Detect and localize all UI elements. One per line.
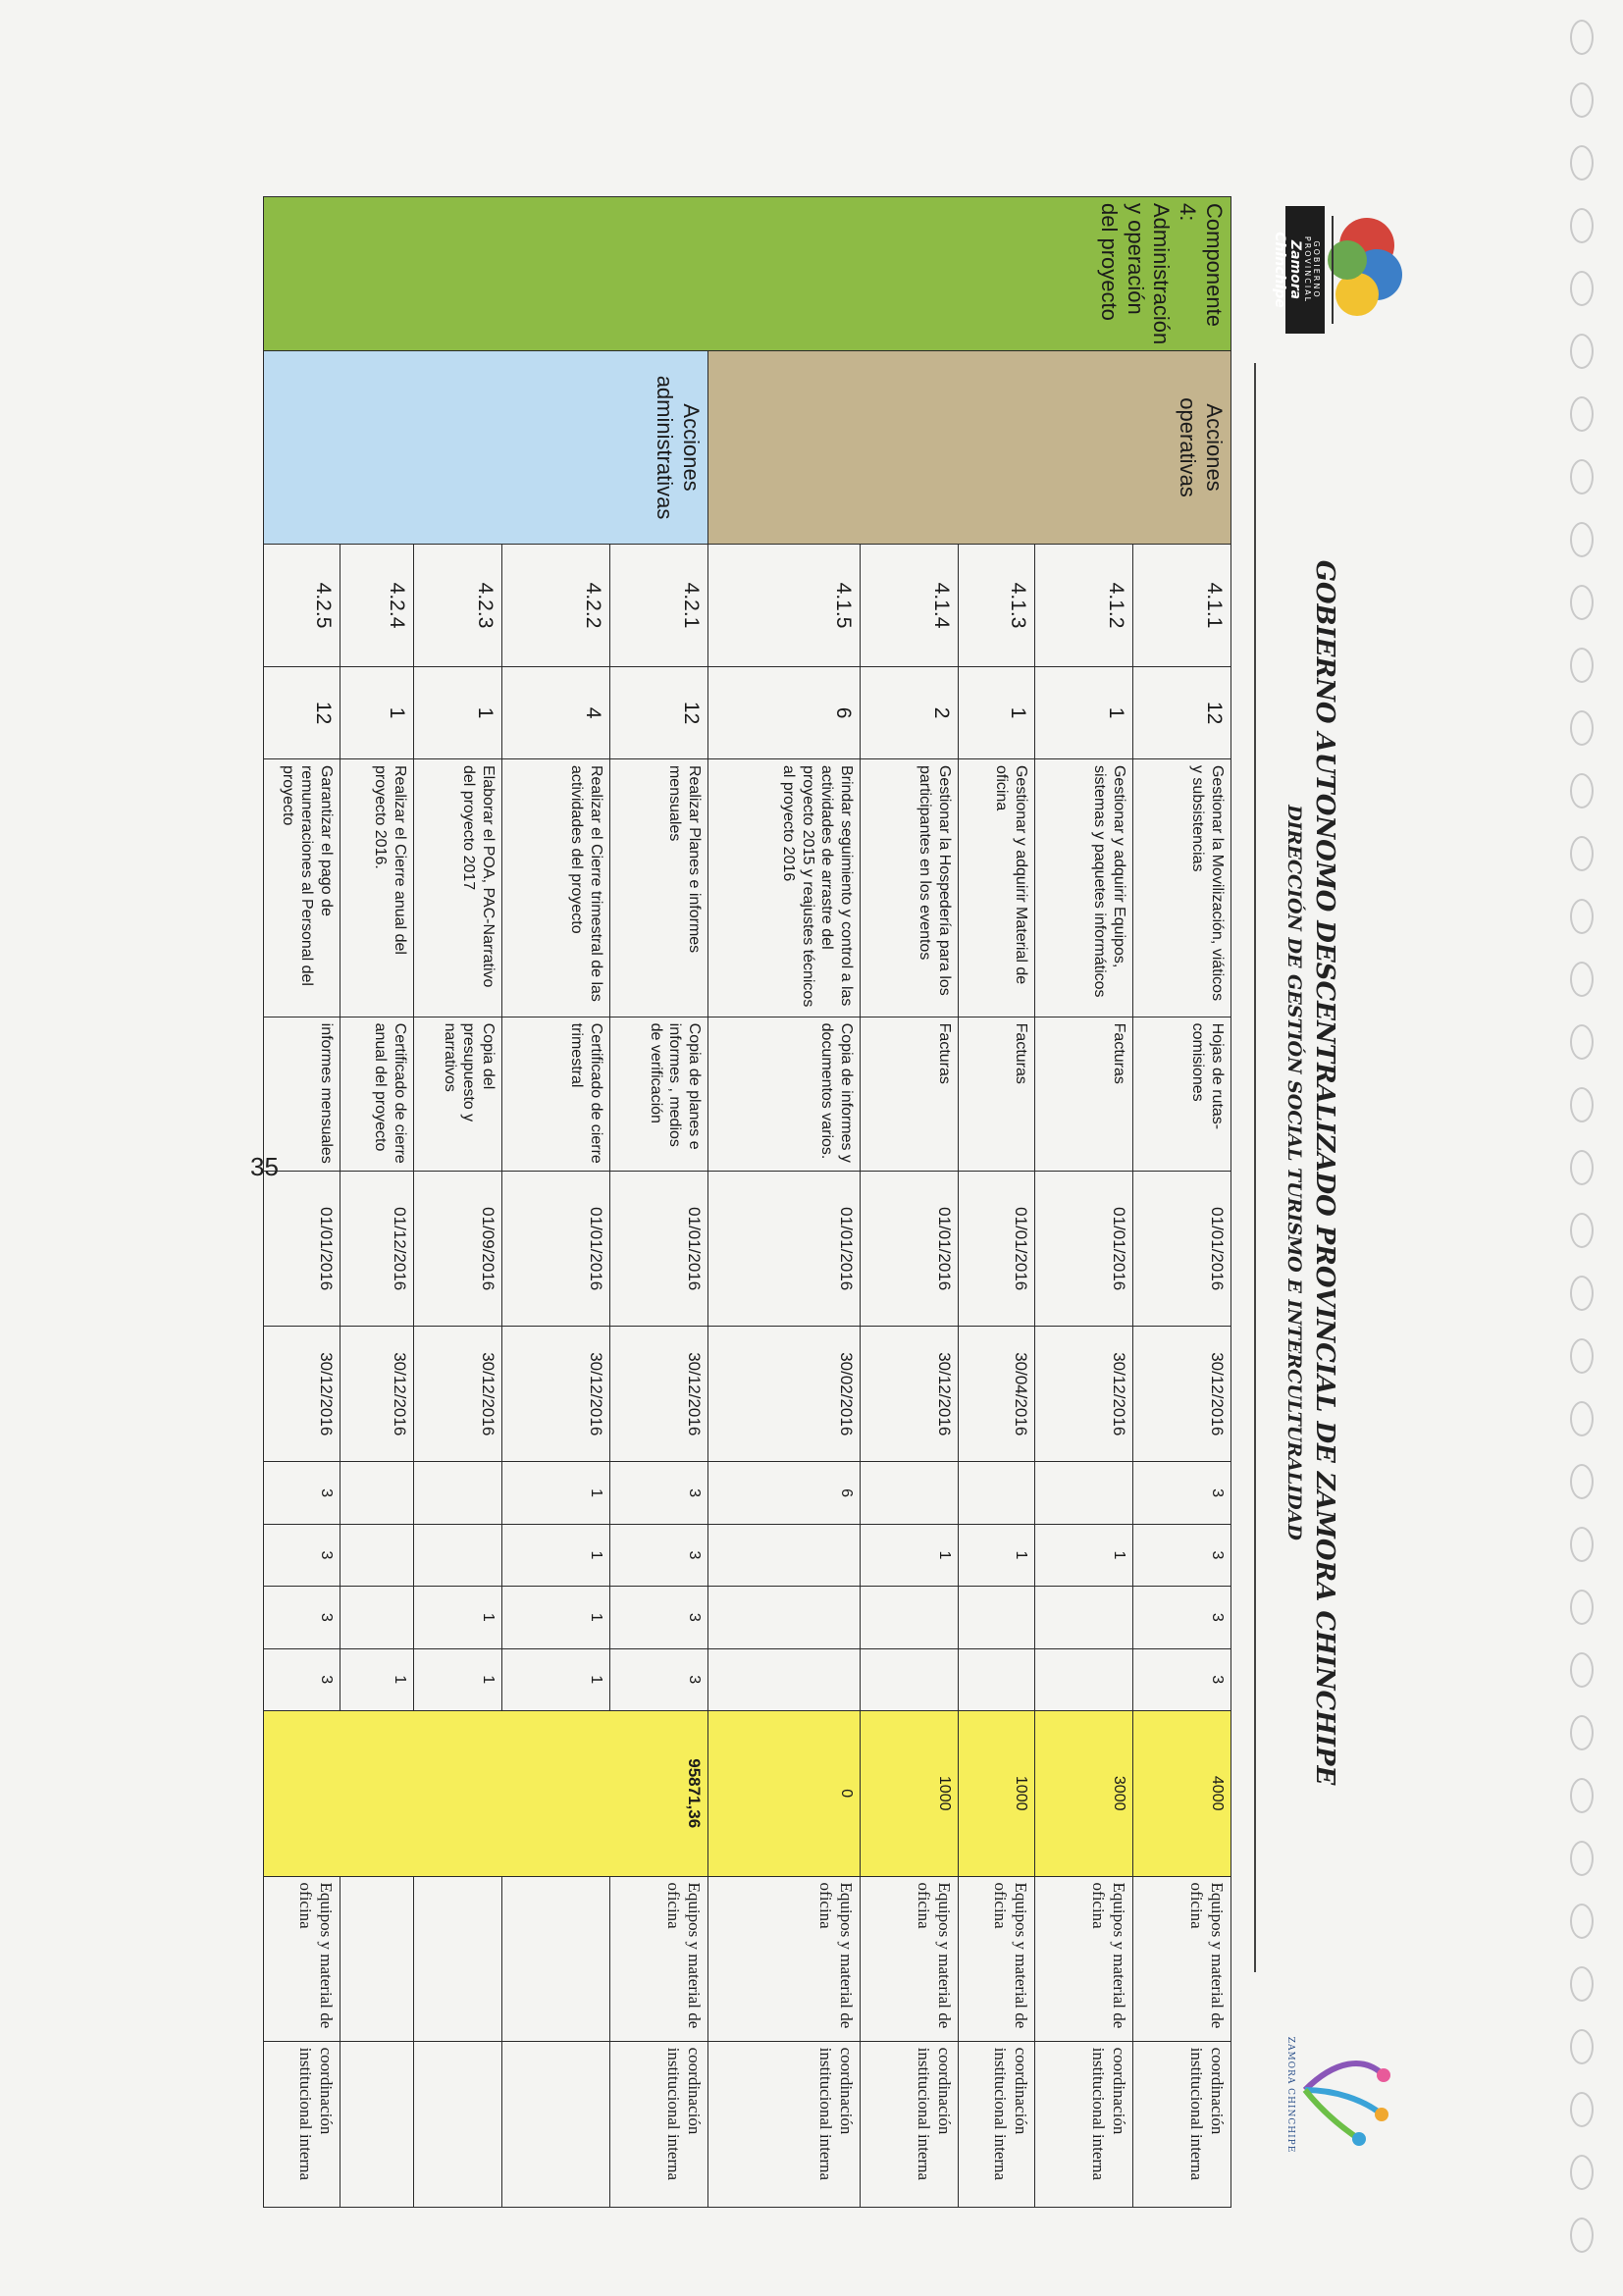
resources-cell: Equipos y material de oficina (264, 1876, 340, 2041)
binding-hole (1570, 1778, 1594, 1813)
mechanism-cell: coordinación institucional interna (861, 2041, 959, 2207)
page-header (1266, 167, 1433, 2208)
activity-quantity: 12 (610, 667, 708, 759)
group-operativas-cell: Acciones operativas (708, 351, 1231, 545)
activity-quantity: 4 (502, 667, 610, 759)
activity-evidence: Certificado de cierre anual del proyecto (340, 1017, 414, 1172)
resources-cell: Equipos y material de oficina (1133, 1876, 1231, 2041)
activity-evidence: Facturas (1035, 1017, 1133, 1172)
budget-cell: 1000 (959, 1710, 1035, 1876)
binding-hole (1570, 522, 1594, 557)
budget-cell: 0 (708, 1710, 861, 1876)
table-row (610, 197, 708, 2208)
rotated-page (196, 167, 1433, 2208)
quarter-1: 3 (610, 1462, 708, 1524)
end-date: 30/12/2016 (861, 1327, 959, 1462)
quarter-2: 1 (502, 1524, 610, 1586)
end-date: 30/12/2016 (264, 1327, 340, 1462)
binding-hole (1570, 1338, 1594, 1374)
quarter-1: 1 (502, 1462, 610, 1524)
quarter-2: 1 (1035, 1524, 1133, 1586)
activity-code: 4.1.3 (959, 544, 1035, 666)
end-date: 30/12/2016 (502, 1327, 610, 1462)
activity-quantity: 1 (1035, 667, 1133, 759)
start-date: 01/01/2016 (861, 1172, 959, 1327)
binding-hole (1570, 20, 1594, 55)
start-date: 01/01/2016 (610, 1172, 708, 1327)
quarter-4 (708, 1648, 861, 1710)
binding-hole (1570, 1966, 1594, 2002)
quarter-3 (340, 1587, 414, 1648)
activity-evidence: Copia del presupuesto y narrativos (414, 1017, 502, 1172)
activity-description: Elaborar el POA, PAC-Narrativo del proyecto 2017 (414, 758, 502, 1017)
quarter-4: 1 (340, 1648, 414, 1710)
end-date: 30/12/2016 (414, 1327, 502, 1462)
binding-hole (1570, 585, 1594, 620)
activity-code: 4.2.5 (264, 544, 340, 666)
binding-hole (1570, 396, 1594, 432)
binding-hole (1570, 2029, 1594, 2064)
activity-description: Realizar el Cierre anual del proyecto 2016. (340, 758, 414, 1017)
activity-description: Realizar Planes e informes mensuales (610, 758, 708, 1017)
activity-code: 4.1.5 (708, 544, 861, 666)
binding-hole (1570, 1527, 1594, 1562)
activity-quantity: 1 (414, 667, 502, 759)
group-administrativas-cell: Acciones administrativas (264, 351, 708, 545)
quarter-4: 3 (610, 1648, 708, 1710)
activity-description: Gestionar y adquirir Material de oficina (959, 758, 1035, 1017)
mechanism-cell: coordinación institucional interna (610, 2041, 708, 2207)
quarter-3 (1035, 1587, 1133, 1648)
end-date: 30/02/2016 (708, 1327, 861, 1462)
logo-name-text: Zamora Chinchipe (1272, 232, 1303, 308)
logo-small-text: GOBIERNO PROVINCIAL (1303, 235, 1321, 304)
end-date: 30/12/2016 (340, 1327, 414, 1462)
start-date: 01/01/2016 (1133, 1172, 1231, 1327)
quarter-3: 3 (264, 1587, 340, 1648)
quarter-2: 3 (264, 1524, 340, 1586)
quarter-1: 3 (1133, 1462, 1231, 1524)
resources-cell (502, 1876, 610, 2041)
quarter-4 (861, 1648, 959, 1710)
end-date: 30/12/2016 (1133, 1327, 1231, 1462)
start-date: 01/01/2016 (502, 1172, 610, 1327)
quarter-4: 1 (414, 1648, 502, 1710)
binding-hole (1570, 2218, 1594, 2253)
quarter-4: 3 (1133, 1648, 1231, 1710)
activity-quantity: 12 (1133, 667, 1231, 759)
binding-hole (1570, 208, 1594, 243)
mechanism-cell (502, 2041, 610, 2207)
activity-evidence: Copia de informes y documentos varios. (708, 1017, 861, 1172)
binding-hole (1570, 1904, 1594, 1939)
binding-hole (1570, 2155, 1594, 2190)
quarter-4: 3 (264, 1648, 340, 1710)
activity-description: Gestionar la Hospedería para los participantes en los eventos (861, 758, 959, 1017)
document-subtitle: DIRECCIÓN DE GESTIÓN SOCIAL TURISMO E INTERCULTURALIDAD (1283, 805, 1305, 1540)
quarter-2: 3 (1133, 1524, 1231, 1586)
activity-description: Brindar seguimiento y control a las actividades de arrastre del proyecto 2015 y reajustes técnicos al proyecto 2016 (708, 758, 861, 1017)
quarter-2 (414, 1524, 502, 1586)
binding-hole (1570, 773, 1594, 809)
activity-code: 4.2.2 (502, 544, 610, 666)
binding-hole (1570, 1590, 1594, 1625)
mechanism-cell: coordinación institucional interna (708, 2041, 861, 2207)
quarter-4 (1035, 1648, 1133, 1710)
activity-code: 4.1.2 (1035, 544, 1133, 666)
resources-cell (414, 1876, 502, 2041)
start-date: 01/01/2016 (708, 1172, 861, 1327)
mechanism-cell: coordinación institucional interna (959, 2041, 1035, 2207)
tourism-logo (1285, 2021, 1403, 2159)
binding-hole (1570, 1401, 1594, 1436)
resources-cell: Equipos y material de oficina (959, 1876, 1035, 2041)
binding-hole (1570, 1087, 1594, 1122)
budget-cell: 1000 (861, 1710, 959, 1876)
quarter-1: 6 (708, 1462, 861, 1524)
quarter-3 (861, 1587, 959, 1648)
activity-code: 4.2.3 (414, 544, 502, 666)
tourism-logo-text: ZAMORA CHINCHIPE (1285, 2036, 1295, 2154)
activity-code: 4.2.4 (340, 544, 414, 666)
activity-quantity: 2 (861, 667, 959, 759)
quarter-4: 1 (502, 1648, 610, 1710)
quarter-2: 3 (610, 1524, 708, 1586)
end-date: 30/12/2016 (1035, 1327, 1133, 1462)
start-date: 01/01/2016 (264, 1172, 340, 1327)
activity-code: 4.1.1 (1133, 544, 1231, 666)
binding-hole (1570, 271, 1594, 306)
binding-hole (1570, 459, 1594, 495)
mechanism-cell: coordinación institucional interna (1133, 2041, 1231, 2207)
resources-cell: Equipos y material de oficina (610, 1876, 708, 2041)
header-divider (1254, 363, 1256, 1972)
activity-description: Gestionar y adquirir Equipos, sistemas y paquetes informáticos (1035, 758, 1133, 1017)
activity-table (263, 196, 1231, 2208)
start-date: 01/12/2016 (340, 1172, 414, 1327)
activity-evidence: informes mensuales (264, 1017, 340, 1172)
quarter-3 (708, 1587, 861, 1648)
binding-hole (1570, 1841, 1594, 1876)
quarter-2 (340, 1524, 414, 1586)
mechanism-cell (340, 2041, 414, 2207)
activity-evidence: Copia de planes e informes , medios de verificación (610, 1017, 708, 1172)
mechanism-cell: coordinación institucional interna (264, 2041, 340, 2207)
activity-code: 4.1.4 (861, 544, 959, 666)
quarter-4 (959, 1648, 1035, 1710)
binding-hole (1570, 1024, 1594, 1060)
binding-hole (1570, 1715, 1594, 1750)
quarter-1 (414, 1462, 502, 1524)
document-title: GOBIERNO AUTONOMO DESCENTRALIZADO PROVINCIAL DE ZAMORA CHINCHIPE (1310, 559, 1339, 1786)
mechanism-cell (414, 2041, 502, 2207)
quarter-2: 1 (861, 1524, 959, 1586)
quarter-1: 3 (264, 1462, 340, 1524)
activity-code: 4.2.1 (610, 544, 708, 666)
resources-cell: Equipos y material de oficina (861, 1876, 959, 2041)
start-date: 01/01/2016 (959, 1172, 1035, 1327)
quarter-3: 3 (610, 1587, 708, 1648)
activity-quantity: 6 (708, 667, 861, 759)
resources-cell: Equipos y material de oficina (708, 1876, 861, 2041)
activity-description: Garantizar el pago de remuneraciones al Personal del proyecto (264, 758, 340, 1017)
activity-evidence: Hojas de rutas-comisiones (1133, 1017, 1231, 1172)
quarter-3 (959, 1587, 1035, 1648)
quarter-3: 1 (414, 1587, 502, 1648)
binding-hole (1570, 962, 1594, 997)
activity-description: Realizar el Cierre trimestral de las actividades del proyecto (502, 758, 610, 1017)
quarter-1 (861, 1462, 959, 1524)
quarter-2: 1 (959, 1524, 1035, 1586)
binding-hole (1570, 899, 1594, 934)
binding-hole (1570, 1150, 1594, 1185)
quarter-3: 1 (502, 1587, 610, 1648)
budget-admin-cell: 95871,36 (264, 1710, 708, 1876)
activity-evidence: Facturas (959, 1017, 1035, 1172)
component-cell: Componente 4: Administración y operación del proyecto (264, 197, 1231, 351)
activity-quantity: 1 (959, 667, 1035, 759)
quarter-1 (959, 1462, 1035, 1524)
binding-hole (1570, 1464, 1594, 1499)
binding-hole (1570, 648, 1594, 683)
mechanism-cell: coordinación institucional interna (1035, 2041, 1133, 2207)
budget-cell: 4000 (1133, 1710, 1231, 1876)
quarter-3: 3 (1133, 1587, 1231, 1648)
start-date: 01/01/2016 (1035, 1172, 1133, 1327)
quarter-1 (340, 1462, 414, 1524)
binding-hole (1570, 1213, 1594, 1248)
end-date: 30/12/2016 (610, 1327, 708, 1462)
start-date: 01/09/2016 (414, 1172, 502, 1327)
binding-hole (1570, 836, 1594, 871)
activity-evidence: Facturas (861, 1017, 959, 1172)
binding-hole (1570, 82, 1594, 118)
page-number: 35 (250, 1151, 279, 1181)
provincial-logo-text (1272, 206, 1325, 334)
table-row (1133, 197, 1231, 2208)
binding-hole (1570, 710, 1594, 746)
binding-hole (1570, 145, 1594, 181)
binding-hole (1570, 2092, 1594, 2127)
binding-holes (1570, 20, 1605, 2276)
binding-hole (1570, 1276, 1594, 1311)
activity-quantity: 12 (264, 667, 340, 759)
activity-evidence: Certificado de cierre trimestral (502, 1017, 610, 1172)
activity-quantity: 1 (340, 667, 414, 759)
resources-cell: Equipos y material de oficina (1035, 1876, 1133, 2041)
end-date: 30/04/2016 (959, 1327, 1035, 1462)
binding-hole (1570, 334, 1594, 369)
budget-cell: 3000 (1035, 1710, 1133, 1876)
activity-description: Gestionar la Movilización, viáticos y subsistencias (1133, 758, 1231, 1017)
quarter-1 (1035, 1462, 1133, 1524)
resources-cell (340, 1876, 414, 2041)
quarter-2 (708, 1524, 861, 1586)
binding-hole (1570, 1652, 1594, 1688)
